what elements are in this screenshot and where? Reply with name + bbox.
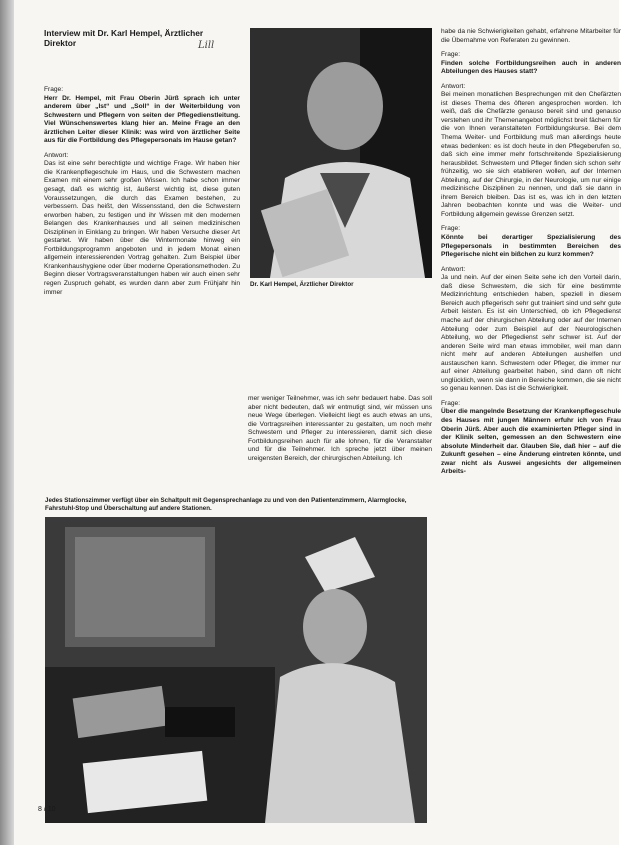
station-illustration <box>45 517 427 823</box>
page-number: 8 / 10 <box>38 806 56 813</box>
frage4-text: Über die mangelnde Besetzung der Krankenpflegeschule des Hauses mit jungen Männern erfuhr ich von Frau Oberin Jürß. Aber auch die examinierten Pfleger sind in der Klinik selten, gemessen an den Schwestern eine absolute Minderheit dar. Glauben Sie, daß hier – auf die Zukunft gesehen – eine Änderung eintreten könnte, und zwar nicht als Auswei angesichts der allgemeinen Arbeits- <box>441 408 621 476</box>
frage3-text: Könnte bei derartiger Spezialisierung des Pflegepersonals in bestimmten Bereichen des Pflegerische nicht ein bißchen zu kurz kommen? <box>441 234 621 259</box>
article-title: Interview mit Dr. Karl Hempel, Ärztlicher Direktor <box>44 28 204 48</box>
frage4-label: Frage: <box>441 399 461 407</box>
antwort2-text: Bei meinen monatlichen Besprechungen mit den Chefärzten ist dieses Thema des öfteren angesprochen worden. Ich weiß, daß die Chefärzte genauso bereit sind und genauso verstehen und ihr Themenangebot möglichst breit fächern für die von Ihnen veranstalteten Fortbildungskurse. Bei dem Thema Weiter- und Fortbildung muß man allerdings heute etwas bedenken: es ist doch heute in den Pflegeberufen so, daß sich eine immer mehr fortschreitende Spezialisierung herausbildet. Schwestern und Pfleger finden sich schon sehr frühzeitig, wo sie sich etablieren wollen, auf der Internen Abteilung, auf der Chirurgie, in der Neurologie, um nur einige medizinische Disziplinen zu nennen, und daß sie dann in ihrem Bereich bleiben. Das ist es, was ich in den letzten Jahren beobachten konnte und was die Weiter- und Fortbildung allgemein gewisse Grenzen setzt. <box>441 91 621 218</box>
middle-text: mer weniger Teilnehmer, was ich sehr bedauert habe. Das soll aber nicht bedeuten, daß wir entmutigt sind, wir müssen uns neue Wege überlegen. Vielleicht liegt es auch etwas an uns, die Vortragsreihen interessanter zu gestalten, um noch mehr Schwestern und Pfleger zu interessieren, damit sich diese Fortbildungsreihen auch für alle lohnen, für die Veranstalter und für die Teilnehmer. Ich spreche jetzt über meinen ureigensten Bereich, der chirurgischen Abteilung. Ich <box>248 395 432 462</box>
handwritten-note: Lill <box>198 40 215 51</box>
station-photo-caption: Jedes Stationszimmer verfügt über ein Schaltpult mit Gegensprechanlage zu und von den Patientenzimmern, Alarmglocke, Fahrstuhl-Stop und Überschaltung auf andere Stationen. <box>45 497 407 512</box>
station-photo <box>45 517 427 823</box>
antwort3-text: Ja und nein. Auf der einen Seite sehe ich den Vorteil darin, daß diese Schwestern, die sich für eine bestimmte Medizinrichtung entschieden haben, speziell in diesem Bereich auch pflegerisch sehr gut trainiert sind und sehr gute Arbeit leisten. Es ist ein Unterschied, ob ich Pflegedienst mache auf der chirurgischen Abteilung oder auf der Internen Abteilung oder zum Beispiel auf der Neurologischen Abteilung, wo der Pflegedienst sehr schwer ist. Auf der anderen Seite wird man etwas immobiler, weil man dann nicht mehr auf anderen Abteilungen aushelfen und austauschen kann. Schwestern oder Pfleger, die immer nur auf einer Abteilung gearbeitet haben, sind dann oft nicht unglücklich, wenn sie dann in Bereiche kommen, die sie nicht so genau kennen. Das ist die Schwierigkeit. <box>441 274 621 393</box>
antwort2-label: Antwort: <box>441 82 466 90</box>
column-right <box>441 28 621 477</box>
frage-label: Frage: <box>44 86 64 93</box>
scan-edge <box>0 0 14 845</box>
antwort3-label: Antwort: <box>441 265 466 273</box>
right-top-text: habe da nie Schwierigkeiten gehabt, erfahrene Mitarbeiter für die Übernahme von Referaten zu gewinnen. <box>441 28 621 44</box>
portrait-illustration <box>250 28 432 278</box>
column-middle <box>248 395 432 463</box>
antwort-label: Antwort: <box>44 151 69 159</box>
frage-text: Herr Dr. Hempel, mit Frau Oberin Jürß sprach ich unter anderem über „Ist“ und „Soll“ in der Weiterbildung von Schwestern und Pflegern von seiten der Pflegedienstleitung. Viel Wünschenswertes klang hier an. Meine Frage an den ärztlichen Leiter dieser Klinik: was wird von ärztlicher Seite aus für die Fortbildung des Pflegepersonals im Hause getan? <box>44 94 240 145</box>
column-left <box>44 86 240 297</box>
portrait-caption: Dr. Karl Hempel, Ärztlicher Direktor <box>250 281 354 288</box>
antwort-text: Das ist eine sehr berechtigte und wichtige Frage. Wir haben hier die Krankenpflegeschule im Haus, und die Schwestern machen Examen mit einem sehr großen Wissen. Ich habe schon immer gesagt, daß es wichtig ist, äußerst wichtig ist, diese guten Voraussetzungen, die durch das Examen bestehen, zu verbessern. Das heißt, den Wissensstand, den die Schwestern erworben haben, zu festigen und ihr Wissen mit den modernen Belangen des Krankenhauses und all seinen medizinischen Disziplinen in Einklang zu bringen. Wir haben Versuche dieser Art gestartet. Wir haben über die Wintermonate hinweg ein Fortbildungsprogramm angeboten und in jedem Monat einen allgemein interessierenden Vortrag gehalten. Zum Beispiel über Krankenhaushygiene oder über moderne Operationsmethoden. Zu Beginn dieser Vortragsveranstaltungen haben wir auch einen sehr regen Zuspruch gehabt, es wurden dann aber zum Frühjahr hin immer <box>44 160 240 296</box>
portrait-photo <box>250 28 432 278</box>
frage3-label: Frage: <box>441 225 461 233</box>
frage2-label: Frage: <box>441 51 461 59</box>
frage2-text: Finden solche Fortbildungsreihen auch in anderen Abteilungen des Hauses statt? <box>441 59 621 76</box>
